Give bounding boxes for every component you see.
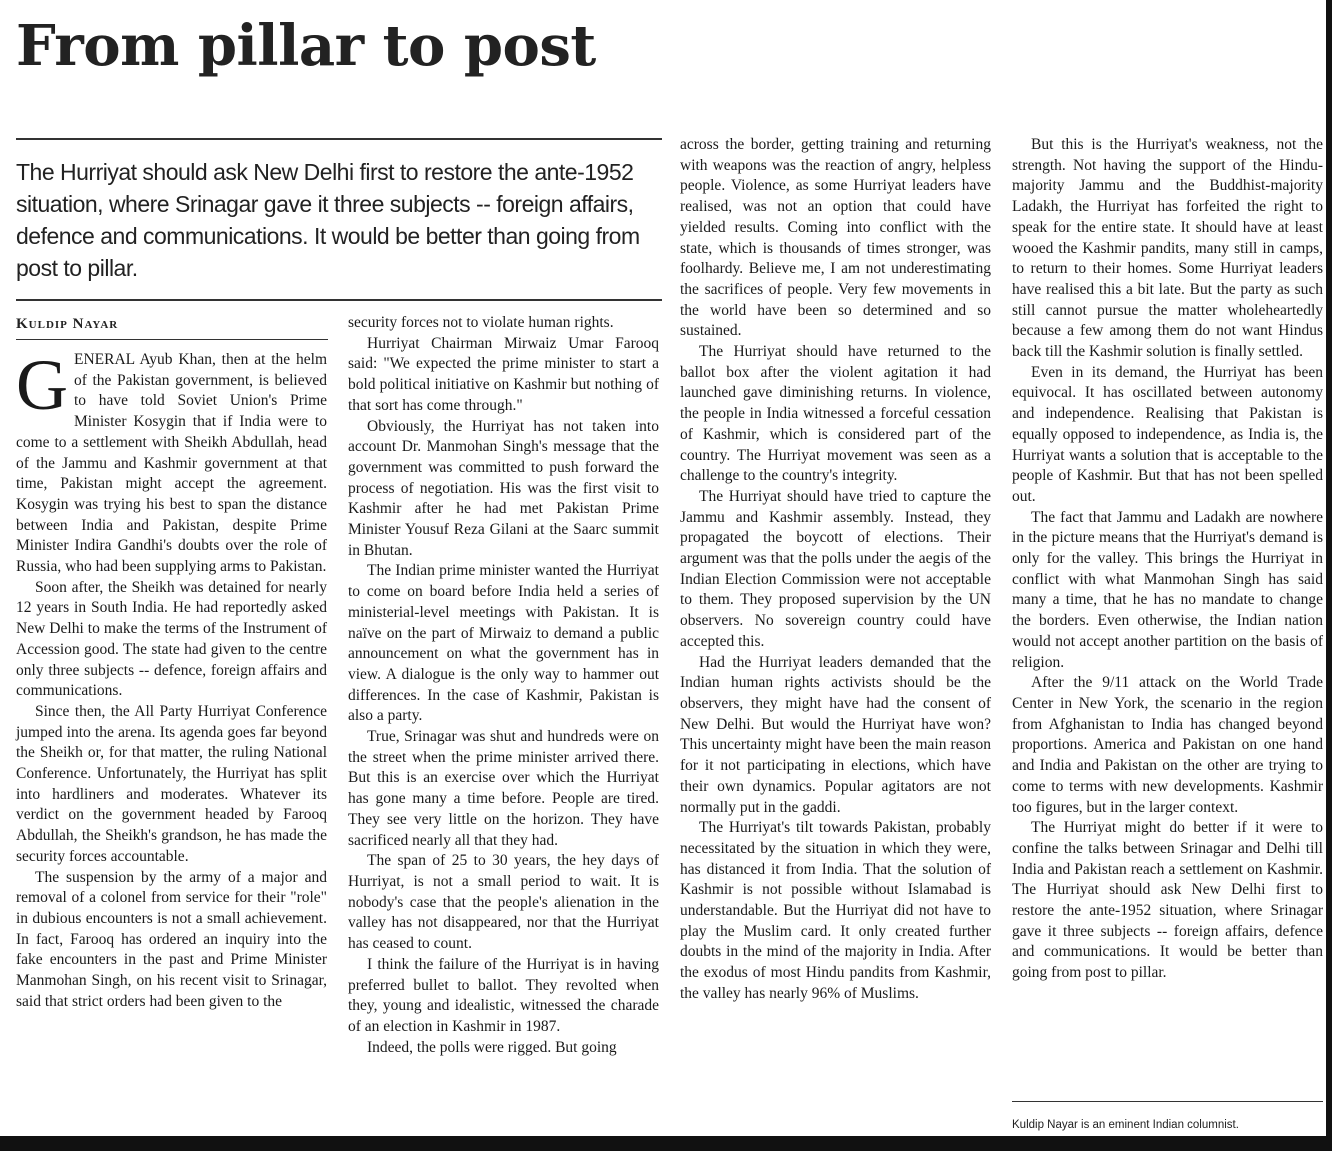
paragraph: I think the failure of the Hurriyat is in having preferred bullet to ballot. They revolted when they, young and idealistic, witnessed the charade of an election in Kashmir in 1987. [348,955,659,1035]
paragraph: The Hurriyat's tilt towards Pakistan, probably necessitated by the situation in which they were, has distanced it from India. That the solution of Kashmir is not possible without Islamabad is understandable. But the Hurriyat did not have to play the Muslim card. It only created further doubts in the mind of the majority in India. After the exodus of most Hindu pandits from Kashmir, the valley has nearly 96% of Muslims. [680,819,991,1002]
paragraph: But this is the Hurriyat's weakness, not the strength. Not having the support of the Hindu-majority Jammu and the Buddhist-majority Ladakh, the Hurriyat has forfeited the right to speak for the entire state. It should have at least wooed the Kashmir pandits, many still in camps, to return to their homes. Some Hurriyat leaders have realised this a bit late. But the party as such still cannot pursue the matter wholeheartedly because a few among them do not want Hindus back till the Kashmir solution is finally settled. [1012,136,1323,361]
paragraph: Obviously, the Hurriyat has not taken into account Dr. Manmohan Singh's message that the government was committed to push forward the process of negotiation. His was the first visit to Kashmir after he had met Pakistan Prime Minister Yousuf Reza Gilani at the Saarc summit in Bhutan. [348,417,659,559]
paragraph: The Hurriyat should have tried to capture the Jammu and Kashmir assembly. Instead, they propagated the boycott of elections. Their argument was that the polls under the aegis of the Indian Election Commission were not acceptable to them. They proposed supervision by the UN observers. No sovereign country could have accepted this. [680,487,991,650]
deck-top-rule [16,138,662,140]
paragraph: Even in its demand, the Hurriyat has been equivocal. It has oscillated between autonomy and independence. Realising that Pakistan is equally opposed to independence, as India is, the Hurriyat wants a solution that is acceptable to the people of Kashmir. But that has not been spelled out. [1012,363,1323,505]
paragraph: The span of 25 to 30 years, the hey days of Hurriyat, is not a small period to wait. It is nobody's case that the people's alienation in the valley has not disappeared, nor that the Hurriyat has ceased to count. [348,852,659,953]
paragraph: Indeed, the polls were rigged. But going [367,1038,617,1056]
column-1 [16,345,327,1013]
paragraph: The Hurriyat should have returned to the ballot box after the violent agitation it had launched gave diminishing returns. In violence, the people in India witnessed a forceful cessation of Kashmir, which is considered part of the country. The Hurriyat movement was seen as a challenge to the country's integrity. [680,343,991,485]
page-bottom-border [0,1136,1332,1151]
paragraph: across the border, getting training and returning with weapons was the reaction of angry, helpless people. Violence, as some Hurriyat leaders have realised, was not an option that could have yielded results. Coming into conflict with the state, which is thousands of times stronger, was foolhardy. Believe me, I am not underestimating the sacrifices of people. Very few movements in the world have been so determined and so sustained. [680,136,991,340]
paragraph: security forces not to violate human rights. [348,314,614,331]
paragraph: The Indian prime minister wanted the Hurriyat to come on board before India held a series of ministerial-level meetings with Pakistan. It is naïve on the part of Mirwaiz to demand a public announcement on what the government has in view. A dialogue is the only way to hammer out differences. In the case of Kashmir, Pakistan is also a party. [348,562,659,725]
paragraph: The fact that Jammu and Ladakh are nowhere in the picture means that the Hurriyat's demand is only for the valley. This brings the Hurriyat in conflict with what Manmohan Singh has said many a time, that he has no mandate to change the borders. Even otherwise, the Indian nation would not accept another partition on the basis of religion. [1012,508,1323,671]
deck-bottom-rule [16,299,662,301]
paragraph: Had the Hurriyat leaders demanded that the Indian human rights activists should be the observers, they might have had the consent of New Delhi. But would the Hurriyat have won? This uncertainty might have been the main reason for it not participating in elections, which have their own dynamics. Popular agitators are not normally put in the gaddi. [680,653,991,816]
paragraph: After the 9/11 attack on the World Trade Center in New York, the scenario in the region from Afghanistan to India has changed beyond proportions. America and Pakistan on one hand and India and Pakistan on the other are trying to come to terms with new developments. Kashmir too figures, but in the larger context. [1012,674,1323,816]
paragraph [16,345,327,578]
paragraph: The Hurriyat might do better if it were to confine the talks between Srinagar and Delhi till India and Pakistan reach a settlement on Kashmir. The Hurriyat should ask New Delhi first to restore the ante-1952 situation, where Srinagar gave it three subjects -- foreign affairs, defence and communications. It would be better than going from post to pillar. [1012,819,1323,982]
paragraph: True, Srinagar was shut and hundreds were on the street when the prime minister arrived there. But this is an exercise over which the Hurriyat has gone many a time before. People are tired. They see very little on the horizon. They have sacrificed nearly all that they had. [348,728,659,849]
paragraph-text: ENERAL Ayub Khan, then at the helm of the Pakistan government, is believed to have told Soviet Union's Prime Minister Kosygin that if India were to come to a settlement with Sheikh Abdullah, head of the Jammu and Kashmir government at that time, Pakistan might accept the agreement. Kosygin was trying his best to span the distance between India and Pakistan, despite Prime Minister Indira Gandhi's doubts over the role of Russia, who had been supplying arms to Pakistan. [16,351,327,576]
byline-rule [16,339,328,340]
paragraph: Hurriyat Chairman Mirwaiz Umar Farooq said: "We expected the prime minister to start a bold political initiative on Kashmir but nothing of that sort has come through." [348,334,659,414]
author-footnote: Kuldip Nayar is an eminent Indian columnist. [1012,1119,1239,1131]
column-2 [348,313,659,1058]
page-edge-border [1326,0,1332,1151]
column-3 [680,135,991,1005]
paragraph: Since then, the All Party Hurriyat Conference jumped into the arena. Its agenda goes far beyond the Sheikh or, for that matter, the ruling National Conference. Unfortunately, the Hurriyat has split into hardliners and moderates. Whatever its verdict on the government headed by Farooq Abdullah, the Sheikh's grandson, he has made the security forces accountable. [16,702,327,865]
column-4 [1012,135,1323,984]
paragraph: The suspension by the army of a major and removal of a colonel from service for their "role" in dubious encounters is not a small achievement. In fact, Farooq has ordered an inquiry into the fake encounters in the past and Prime Minister Manmohan Singh, on his recent visit to Srinagar, said that strict orders had been given to the [16,868,327,1010]
paragraph: Soon after, the Sheikh was detained for nearly 12 years in South India. He had reportedly asked New Delhi to make the terms of the Instrument of Accession good. The state had given to the centre only three subjects -- defence, foreign affairs and communications. [16,578,327,700]
dropcap: G [16,345,68,425]
footnote-rule [1012,1101,1323,1102]
article-title: From pillar to post [16,13,596,79]
article-deck: The Hurriyat should ask New Delhi first to restore the ante-1952 situation, where Srinagar gave it three subjects -- foreign affairs, defence and communications. It would be better than going from post to pillar. [16,159,640,281]
byline: Kuldip Nayar [16,316,119,332]
